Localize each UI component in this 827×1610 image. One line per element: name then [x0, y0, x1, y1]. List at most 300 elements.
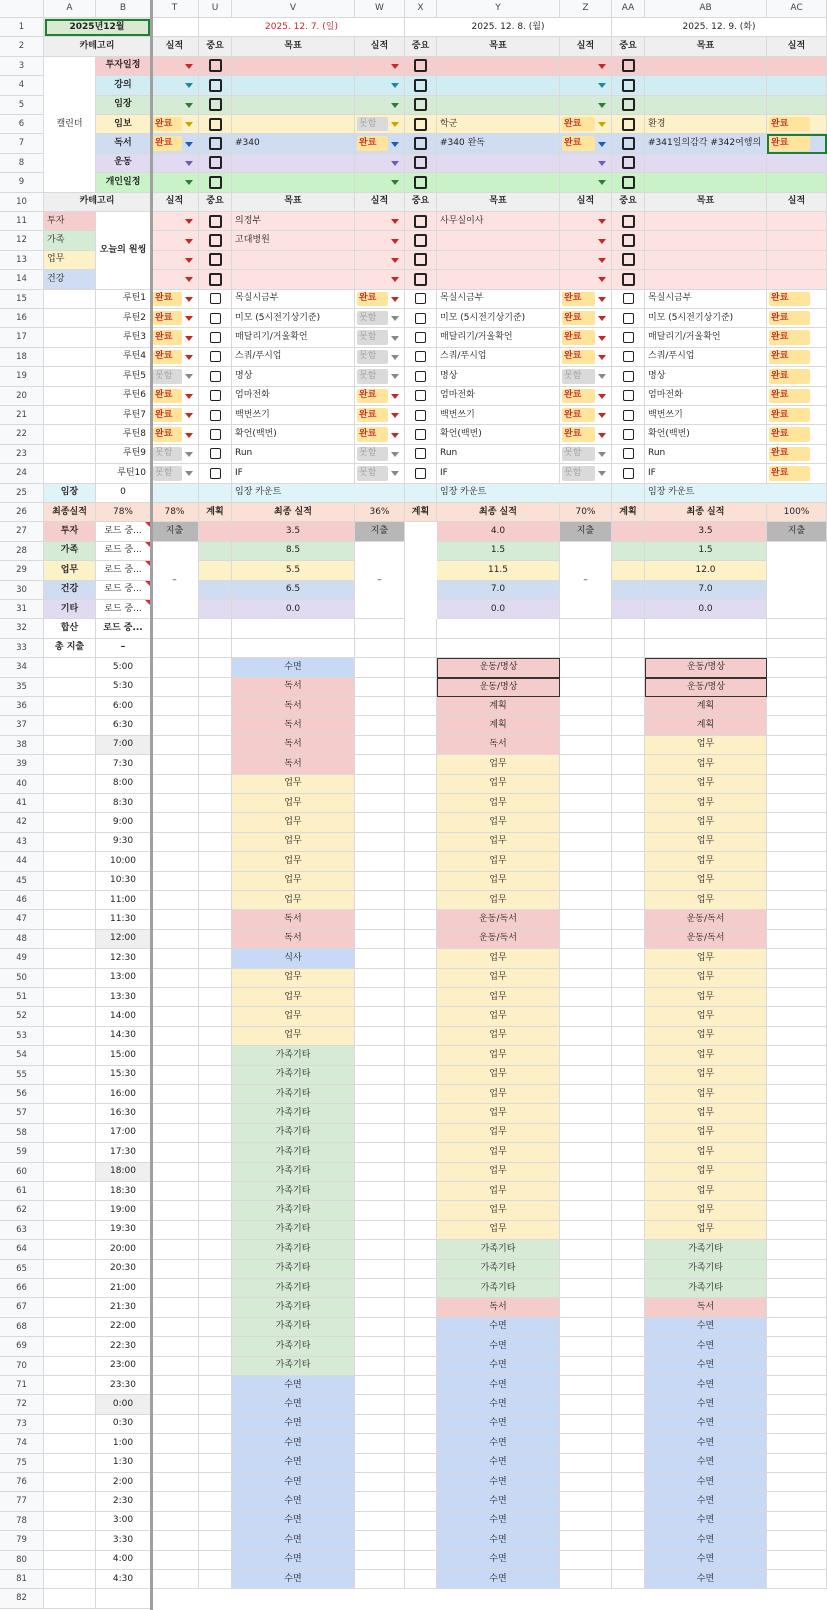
empty-cell[interactable]: [44, 445, 96, 464]
goal-cell[interactable]: [437, 173, 560, 192]
dropdown-arrow-icon[interactable]: [185, 297, 193, 302]
routine-goal[interactable]: [437, 367, 560, 386]
schedule-block[interactable]: [232, 1027, 355, 1046]
important-check[interactable]: [612, 57, 645, 76]
routine-goal[interactable]: [645, 445, 767, 464]
schedule-block[interactable]: [232, 872, 355, 891]
column-header-AC[interactable]: [767, 0, 827, 18]
dropdown-arrow-icon[interactable]: [185, 83, 193, 88]
final-pct[interactable]: [767, 503, 827, 522]
important-check[interactable]: [612, 348, 645, 367]
important-check[interactable]: [199, 96, 232, 115]
calendar-category[interactable]: [96, 96, 151, 115]
dropdown-arrow-icon[interactable]: [185, 142, 193, 147]
important-check[interactable]: [612, 445, 645, 464]
schedule-block[interactable]: [232, 1046, 355, 1065]
checkbox[interactable]: [414, 137, 427, 150]
row-header[interactable]: 27: [0, 522, 44, 541]
result-cell[interactable]: [767, 154, 827, 173]
row-header[interactable]: 37: [0, 716, 44, 735]
schedule-block[interactable]: [437, 1085, 560, 1104]
schedule-block[interactable]: [645, 1298, 767, 1317]
result-dropdown[interactable]: [355, 57, 405, 76]
summary-value[interactable]: [232, 561, 355, 580]
schedule-block[interactable]: [232, 1395, 355, 1414]
row-header[interactable]: 77: [0, 1492, 44, 1511]
important-check[interactable]: [612, 173, 645, 192]
schedule-block[interactable]: [232, 1007, 355, 1026]
result-dropdown[interactable]: [355, 464, 405, 483]
dropdown-arrow-icon[interactable]: [185, 64, 193, 69]
important-check[interactable]: [405, 445, 437, 464]
important-check[interactable]: [405, 115, 437, 134]
result-cell[interactable]: [767, 134, 827, 153]
col-label-important[interactable]: [405, 193, 437, 212]
dropdown-arrow-icon[interactable]: [598, 374, 606, 379]
row-header[interactable]: 46: [0, 891, 44, 910]
schedule-block[interactable]: [437, 852, 560, 871]
goal-cell[interactable]: [232, 134, 355, 153]
row-header[interactable]: 10: [0, 193, 44, 212]
schedule-block[interactable]: [437, 1260, 560, 1279]
result-dropdown[interactable]: [151, 328, 199, 347]
routine-goal[interactable]: [645, 425, 767, 444]
row-header[interactable]: 6: [0, 115, 44, 134]
schedule-block[interactable]: [645, 833, 767, 852]
result-dropdown[interactable]: [560, 154, 612, 173]
result-dropdown[interactable]: [560, 134, 612, 153]
schedule-block[interactable]: [645, 1473, 767, 1492]
result-dropdown[interactable]: [560, 231, 612, 250]
checkbox[interactable]: [622, 273, 635, 286]
checkbox[interactable]: [623, 410, 634, 421]
col-label-result[interactable]: [151, 37, 199, 56]
date-header[interactable]: [405, 18, 612, 37]
dropdown-arrow-icon[interactable]: [391, 277, 399, 282]
schedule-block[interactable]: [437, 949, 560, 968]
important-check[interactable]: [405, 96, 437, 115]
schedule-block[interactable]: [437, 755, 560, 774]
checkbox[interactable]: [415, 429, 426, 440]
checkbox[interactable]: [209, 137, 222, 150]
routine-goal[interactable]: [232, 406, 355, 425]
result-dropdown[interactable]: [355, 445, 405, 464]
dropdown-arrow-icon[interactable]: [391, 297, 399, 302]
row-header[interactable]: 19: [0, 367, 44, 386]
important-check[interactable]: [199, 464, 232, 483]
row-header[interactable]: 25: [0, 484, 44, 503]
summary-category[interactable]: [44, 581, 96, 600]
goal-cell[interactable]: [645, 173, 767, 192]
result-cell[interactable]: [767, 348, 827, 367]
row-header[interactable]: 53: [0, 1027, 44, 1046]
goal-cell[interactable]: [645, 134, 767, 153]
checkbox[interactable]: [210, 351, 221, 362]
schedule-block[interactable]: [232, 1492, 355, 1511]
checkbox[interactable]: [210, 332, 221, 343]
row-header[interactable]: 75: [0, 1454, 44, 1473]
schedule-block[interactable]: [645, 1376, 767, 1395]
schedule-block[interactable]: [437, 1473, 560, 1492]
schedule-block[interactable]: [645, 1143, 767, 1162]
result-dropdown[interactable]: [355, 406, 405, 425]
row-header[interactable]: 9: [0, 173, 44, 192]
schedule-block[interactable]: [645, 697, 767, 716]
dropdown-arrow-icon[interactable]: [185, 316, 193, 321]
schedule-block[interactable]: [645, 716, 767, 735]
checkbox[interactable]: [210, 429, 221, 440]
dropdown-arrow-icon[interactable]: [391, 64, 399, 69]
checkbox[interactable]: [415, 468, 426, 479]
goal-cell[interactable]: [232, 270, 355, 289]
row-header[interactable]: 20: [0, 387, 44, 406]
column-header-Z[interactable]: [560, 0, 612, 18]
row-header[interactable]: 4: [0, 76, 44, 95]
col-label-result[interactable]: [355, 193, 405, 212]
dropdown-arrow-icon[interactable]: [185, 219, 193, 224]
schedule-block[interactable]: [645, 736, 767, 755]
goal-cell[interactable]: [232, 154, 355, 173]
checkbox[interactable]: [623, 429, 634, 440]
calendar-category[interactable]: [96, 173, 151, 192]
routine-goal[interactable]: [232, 328, 355, 347]
routine-goal[interactable]: [645, 328, 767, 347]
result-cell[interactable]: [767, 251, 827, 270]
col-label-result[interactable]: [560, 37, 612, 56]
row-header[interactable]: 32: [0, 619, 44, 638]
summary-loading[interactable]: [96, 522, 151, 541]
important-check[interactable]: [199, 154, 232, 173]
checkbox[interactable]: [622, 253, 635, 266]
result-dropdown[interactable]: [355, 425, 405, 444]
final-pct[interactable]: [560, 503, 612, 522]
result-dropdown[interactable]: [151, 173, 199, 192]
row-header[interactable]: 58: [0, 1124, 44, 1143]
column-header-AA[interactable]: [612, 0, 645, 18]
result-cell[interactable]: [767, 328, 827, 347]
dropdown-arrow-icon[interactable]: [598, 433, 606, 438]
result-dropdown[interactable]: [151, 387, 199, 406]
important-check[interactable]: [405, 173, 437, 192]
checkbox[interactable]: [210, 313, 221, 324]
schedule-block[interactable]: [232, 1376, 355, 1395]
row-header[interactable]: 22: [0, 425, 44, 444]
checkbox[interactable]: [209, 234, 222, 247]
dropdown-arrow-icon[interactable]: [391, 122, 399, 127]
dropdown-arrow-icon[interactable]: [185, 239, 193, 244]
important-check[interactable]: [405, 57, 437, 76]
routine-goal[interactable]: [645, 387, 767, 406]
checkbox[interactable]: [623, 448, 634, 459]
schedule-block[interactable]: [232, 1318, 355, 1337]
dropdown-arrow-icon[interactable]: [598, 297, 606, 302]
column-header-Y[interactable]: [437, 0, 560, 18]
schedule-block[interactable]: [437, 775, 560, 794]
dropdown-arrow-icon[interactable]: [391, 83, 399, 88]
checkbox[interactable]: [414, 215, 427, 228]
row-header[interactable]: 15: [0, 290, 44, 309]
schedule-block[interactable]: [437, 1551, 560, 1570]
schedule-block[interactable]: [437, 1143, 560, 1162]
col-label-result[interactable]: [767, 37, 827, 56]
col-label-goal[interactable]: [645, 193, 767, 212]
goal-cell[interactable]: [232, 251, 355, 270]
result-dropdown[interactable]: [355, 387, 405, 406]
result-dropdown[interactable]: [560, 328, 612, 347]
result-dropdown[interactable]: [355, 212, 405, 231]
result-dropdown[interactable]: [355, 309, 405, 328]
important-check[interactable]: [405, 328, 437, 347]
important-check[interactable]: [405, 367, 437, 386]
row-header[interactable]: 76: [0, 1473, 44, 1492]
schedule-block[interactable]: [232, 794, 355, 813]
important-check[interactable]: [612, 231, 645, 250]
dropdown-arrow-icon[interactable]: [391, 161, 399, 166]
important-check[interactable]: [405, 348, 437, 367]
row-header[interactable]: 82: [0, 1589, 44, 1608]
schedule-block[interactable]: [437, 1279, 560, 1298]
schedule-block[interactable]: [645, 658, 767, 677]
dropdown-arrow-icon[interactable]: [391, 355, 399, 360]
row-header[interactable]: 70: [0, 1357, 44, 1376]
row-header[interactable]: 36: [0, 697, 44, 716]
schedule-block[interactable]: [232, 1182, 355, 1201]
schedule-block[interactable]: [437, 1124, 560, 1143]
total-sum-label[interactable]: [44, 619, 96, 638]
schedule-block[interactable]: [437, 1395, 560, 1414]
schedule-block[interactable]: [437, 658, 560, 677]
result-dropdown[interactable]: [560, 115, 612, 134]
result-cell[interactable]: [767, 57, 827, 76]
checkbox[interactable]: [622, 59, 635, 72]
schedule-block[interactable]: [437, 813, 560, 832]
schedule-block[interactable]: [645, 1046, 767, 1065]
column-header-A[interactable]: [44, 0, 96, 18]
important-check[interactable]: [199, 348, 232, 367]
important-check[interactable]: [612, 309, 645, 328]
result-dropdown[interactable]: [355, 76, 405, 95]
summary-value[interactable]: [232, 581, 355, 600]
dropdown-arrow-icon[interactable]: [598, 83, 606, 88]
dropdown-arrow-icon[interactable]: [598, 413, 606, 418]
routine-goal[interactable]: [645, 367, 767, 386]
goal-cell[interactable]: [232, 173, 355, 192]
summary-value[interactable]: [437, 600, 560, 619]
schedule-block[interactable]: [232, 930, 355, 949]
dropdown-arrow-icon[interactable]: [391, 219, 399, 224]
dropdown-arrow-icon[interactable]: [598, 355, 606, 360]
checkbox[interactable]: [623, 313, 634, 324]
col-label-goal[interactable]: [232, 193, 355, 212]
row-header[interactable]: 30: [0, 581, 44, 600]
dropdown-arrow-icon[interactable]: [391, 103, 399, 108]
schedule-block[interactable]: [437, 1046, 560, 1065]
onething-category[interactable]: [44, 231, 96, 250]
goal-cell[interactable]: [437, 231, 560, 250]
dropdown-arrow-icon[interactable]: [598, 336, 606, 341]
dropdown-arrow-icon[interactable]: [185, 180, 193, 185]
schedule-block[interactable]: [232, 1240, 355, 1259]
schedule-block[interactable]: [232, 1279, 355, 1298]
routine-goal[interactable]: [645, 290, 767, 309]
important-check[interactable]: [405, 309, 437, 328]
empty-cell[interactable]: [44, 309, 96, 328]
schedule-block[interactable]: [232, 1570, 355, 1589]
row-header[interactable]: 3: [0, 57, 44, 76]
row-header[interactable]: 60: [0, 1163, 44, 1182]
dropdown-arrow-icon[interactable]: [598, 258, 606, 263]
important-check[interactable]: [612, 367, 645, 386]
routine-goal[interactable]: [437, 328, 560, 347]
result-dropdown[interactable]: [151, 231, 199, 250]
schedule-block[interactable]: [437, 1298, 560, 1317]
corner-cell[interactable]: [0, 0, 44, 18]
row-header[interactable]: 64: [0, 1240, 44, 1259]
row-header[interactable]: 68: [0, 1318, 44, 1337]
schedule-block[interactable]: [437, 1434, 560, 1453]
summary-value[interactable]: [645, 581, 767, 600]
schedule-block[interactable]: [645, 1512, 767, 1531]
column-header-X[interactable]: [405, 0, 437, 18]
schedule-block[interactable]: [437, 930, 560, 949]
checkbox[interactable]: [623, 390, 634, 401]
schedule-block[interactable]: [437, 716, 560, 735]
schedule-block[interactable]: [232, 775, 355, 794]
goal-cell[interactable]: [232, 231, 355, 250]
summary-category[interactable]: [44, 561, 96, 580]
frozen-column-divider[interactable]: [150, 0, 153, 1610]
row-header[interactable]: 11: [0, 212, 44, 231]
row-header[interactable]: 57: [0, 1104, 44, 1123]
schedule-block[interactable]: [437, 1454, 560, 1473]
checkbox[interactable]: [210, 293, 221, 304]
result-dropdown[interactable]: [151, 96, 199, 115]
schedule-block[interactable]: [437, 910, 560, 929]
result-dropdown[interactable]: [151, 464, 199, 483]
result-dropdown[interactable]: [355, 270, 405, 289]
schedule-block[interactable]: [232, 1551, 355, 1570]
result-cell[interactable]: [767, 96, 827, 115]
result-dropdown[interactable]: [355, 96, 405, 115]
row-header[interactable]: 7: [0, 134, 44, 153]
expense-label[interactable]: [355, 522, 405, 541]
schedule-block[interactable]: [232, 1434, 355, 1453]
row-header[interactable]: 44: [0, 852, 44, 871]
row-header[interactable]: 45: [0, 872, 44, 891]
row-header[interactable]: 54: [0, 1046, 44, 1065]
goal-cell[interactable]: [645, 115, 767, 134]
result-cell[interactable]: [767, 212, 827, 231]
checkbox[interactable]: [414, 59, 427, 72]
schedule-block[interactable]: [645, 1395, 767, 1414]
result-cell[interactable]: [767, 464, 827, 483]
schedule-block[interactable]: [645, 1531, 767, 1550]
schedule-block[interactable]: [232, 697, 355, 716]
dropdown-arrow-icon[interactable]: [598, 161, 606, 166]
empty-cell[interactable]: [44, 464, 96, 483]
dropdown-arrow-icon[interactable]: [391, 374, 399, 379]
important-check[interactable]: [405, 406, 437, 425]
checkbox[interactable]: [414, 98, 427, 111]
result-dropdown[interactable]: [355, 367, 405, 386]
result-dropdown[interactable]: [151, 154, 199, 173]
col-label-result[interactable]: [560, 193, 612, 212]
schedule-block[interactable]: [645, 813, 767, 832]
dropdown-arrow-icon[interactable]: [391, 452, 399, 457]
result-cell[interactable]: [767, 387, 827, 406]
routine-goal[interactable]: [232, 425, 355, 444]
routine-goal[interactable]: [437, 445, 560, 464]
checkbox[interactable]: [414, 253, 427, 266]
important-check[interactable]: [405, 270, 437, 289]
important-check[interactable]: [612, 154, 645, 173]
checkbox[interactable]: [622, 215, 635, 228]
routine-goal[interactable]: [645, 464, 767, 483]
plan-label[interactable]: [612, 503, 645, 522]
important-check[interactable]: [612, 134, 645, 153]
schedule-block[interactable]: [232, 1221, 355, 1240]
important-check[interactable]: [199, 406, 232, 425]
schedule-block[interactable]: [437, 1531, 560, 1550]
checkbox[interactable]: [414, 118, 427, 131]
important-check[interactable]: [199, 115, 232, 134]
expense-label[interactable]: [151, 522, 199, 541]
schedule-block[interactable]: [645, 1163, 767, 1182]
dropdown-arrow-icon[interactable]: [598, 471, 606, 476]
important-check[interactable]: [405, 387, 437, 406]
routine-goal[interactable]: [645, 348, 767, 367]
summary-value[interactable]: [232, 522, 355, 541]
goal-cell[interactable]: [437, 270, 560, 289]
dropdown-arrow-icon[interactable]: [185, 277, 193, 282]
checkbox[interactable]: [415, 351, 426, 362]
dropdown-arrow-icon[interactable]: [391, 394, 399, 399]
important-check[interactable]: [405, 76, 437, 95]
checkbox[interactable]: [209, 215, 222, 228]
important-check[interactable]: [199, 173, 232, 192]
schedule-block[interactable]: [437, 1415, 560, 1434]
important-check[interactable]: [612, 387, 645, 406]
result-cell[interactable]: [767, 406, 827, 425]
important-check[interactable]: [612, 212, 645, 231]
schedule-block[interactable]: [437, 1570, 560, 1589]
result-dropdown[interactable]: [355, 290, 405, 309]
goal-cell[interactable]: [645, 154, 767, 173]
checkbox[interactable]: [209, 176, 222, 189]
schedule-block[interactable]: [645, 988, 767, 1007]
expense-value[interactable]: [355, 542, 405, 620]
row-header[interactable]: 12: [0, 231, 44, 250]
routine-goal[interactable]: [232, 445, 355, 464]
important-check[interactable]: [405, 212, 437, 231]
result-dropdown[interactable]: [151, 76, 199, 95]
result-dropdown[interactable]: [560, 406, 612, 425]
goal-cell[interactable]: [645, 212, 767, 231]
checkbox[interactable]: [209, 156, 222, 169]
routine-goal[interactable]: [437, 425, 560, 444]
important-check[interactable]: [612, 425, 645, 444]
col-label-important[interactable]: [405, 37, 437, 56]
result-cell[interactable]: [767, 115, 827, 134]
goal-cell[interactable]: [232, 96, 355, 115]
checkbox[interactable]: [210, 468, 221, 479]
schedule-block[interactable]: [437, 1240, 560, 1259]
result-dropdown[interactable]: [355, 173, 405, 192]
dropdown-arrow-icon[interactable]: [185, 471, 193, 476]
final-result-header[interactable]: [437, 503, 560, 522]
dropdown-arrow-icon[interactable]: [391, 471, 399, 476]
checkbox[interactable]: [414, 176, 427, 189]
